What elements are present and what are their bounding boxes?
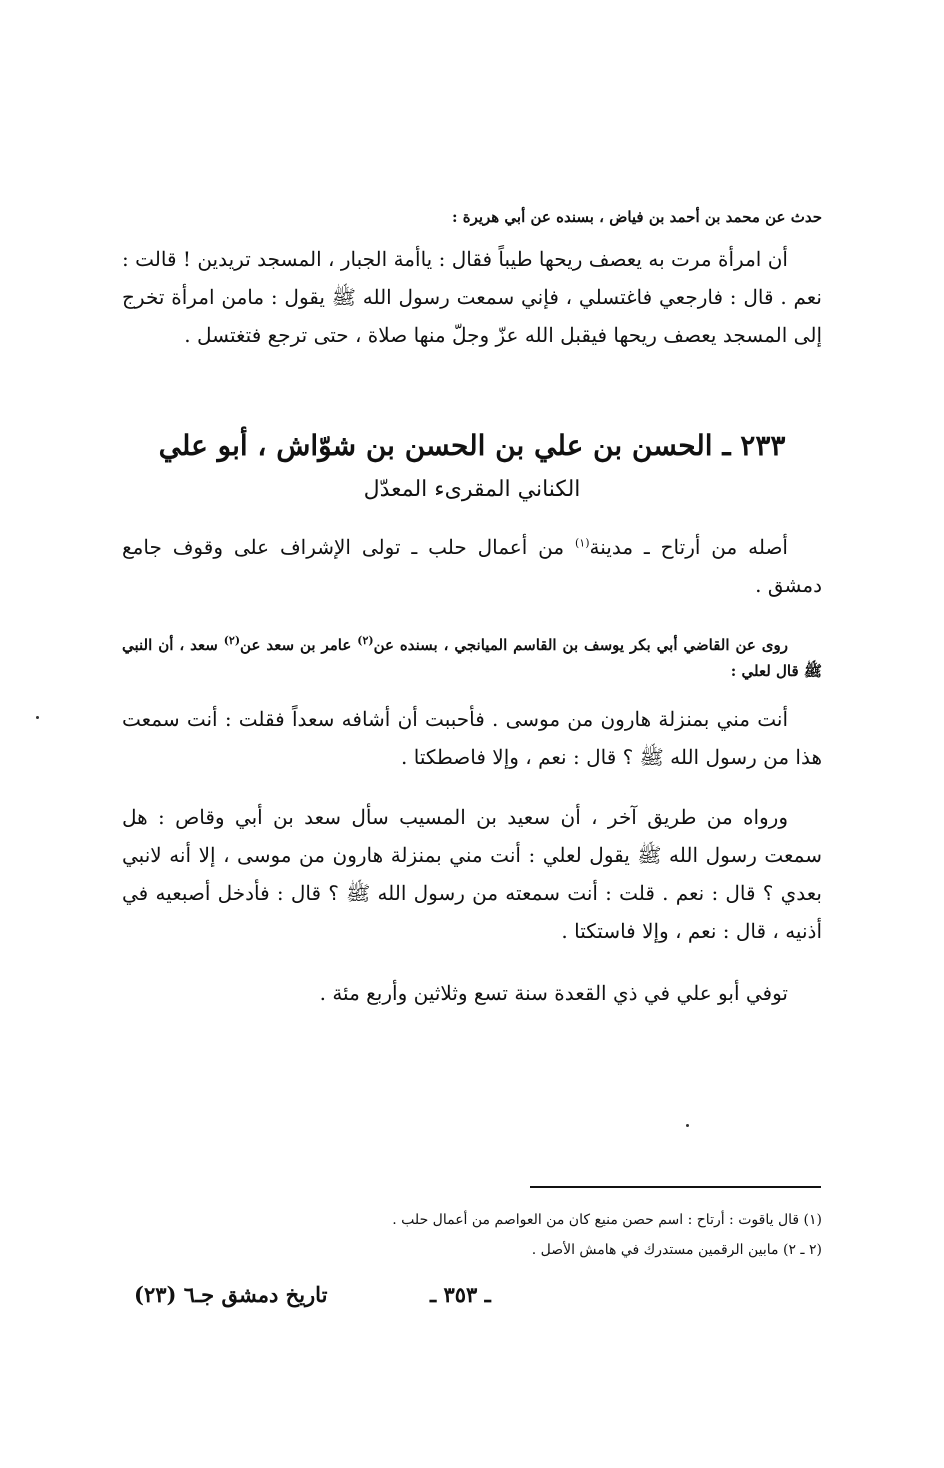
- intro-text-b: من أعمال حلب ـ تولى الإشراف على وقوف جامع دمشق .: [122, 535, 822, 597]
- footnote-ref-2a: (٢): [357, 634, 374, 647]
- footer-book-title: تاريخ دمشق جـ٦ (٢٣): [134, 1282, 328, 1307]
- hadith-text: أنت مني بمنزلة هارون من موسى . فأحببت أن أشافه سعداً فقلت : أنت سمعت هذا من رسول الله ﷺ ؟ قال : نعم ، وإلا فاصطكتا .: [122, 707, 822, 769]
- entry-subtitle: الكناني المقرىء المعدّل: [363, 477, 581, 502]
- page-number: ـ ٣٥٣ ـ: [430, 1282, 491, 1307]
- narration-text: ورواه من طريق آخر ، أن سعيد بن المسيب سأل سعد بن أبي وقاص : هل سمعت رسول الله ﷺ يقول لعلي : أنت مني بمنزلة هارون من موسى ، إلا أنه لانبي بعدي ؟ قال : نعم . قلت : أنت سمعته من رسول الله ﷺ ؟ قال : فأدخل أصبعيه في أذنيه ، قال : نعم ، وإلا فاستكتا .: [122, 805, 822, 943]
- isnad-text-b: عامر بن سعد عن: [240, 636, 358, 654]
- entry-intro: [122, 528, 822, 604]
- isnad-text-c: سعد ، أن النبي ﷺ قال لعلي :: [122, 636, 822, 680]
- scan-speck: [36, 716, 39, 719]
- entry-isnad: [122, 632, 822, 684]
- footnote-ref-1: (١): [574, 536, 590, 550]
- footnote-2: (٢ ـ ٢) مابين الرقمين مستدرك في هامش الأصل .: [531, 1242, 822, 1258]
- death-note: توفي أبو علي في ذي القعدة سنة تسع وثلاثين وأربع مئة .: [319, 981, 788, 1005]
- footnote-ref-2b: (٢): [223, 634, 241, 647]
- scan-speck: [686, 1124, 689, 1127]
- entry-title: ٢٣٣ ـ الحسن بن علي بن الحسن بن شوّاش ، أبو علي: [158, 429, 786, 462]
- footnote-1: (١) قال ياقوت : أرتاح : اسم حصن منيع كان من العواصم من أعمال حلب .: [392, 1212, 822, 1228]
- prev-entry-text: أن امرأة مرت به يعصف ريحها طيباً فقال : ياأمة الجبار ، المسجد تريدين ! قالت : نعم . قال : فارجعي فاغتسلي ، فإني سمعت رسول الله ﷺ يقول : مامن امرأة تخرج إلى المسجد يعصف ريحها فيقبل الله عزّ وجلّ منها صلاة ، حتى ترجع فتغتسل .: [122, 247, 822, 347]
- isnad-text-a: روى عن القاضي أبي بكر يوسف بن القاسم الميانجي ، بسنده عن: [373, 636, 788, 654]
- footnote-separator: [530, 1186, 821, 1188]
- intro-text-a: أصله من أرتاح ـ مدينة: [589, 535, 788, 559]
- prev-entry-isnad: حدث عن محمد بن أحمد بن فياض ، بسنده عن أبي هريرة :: [451, 208, 822, 226]
